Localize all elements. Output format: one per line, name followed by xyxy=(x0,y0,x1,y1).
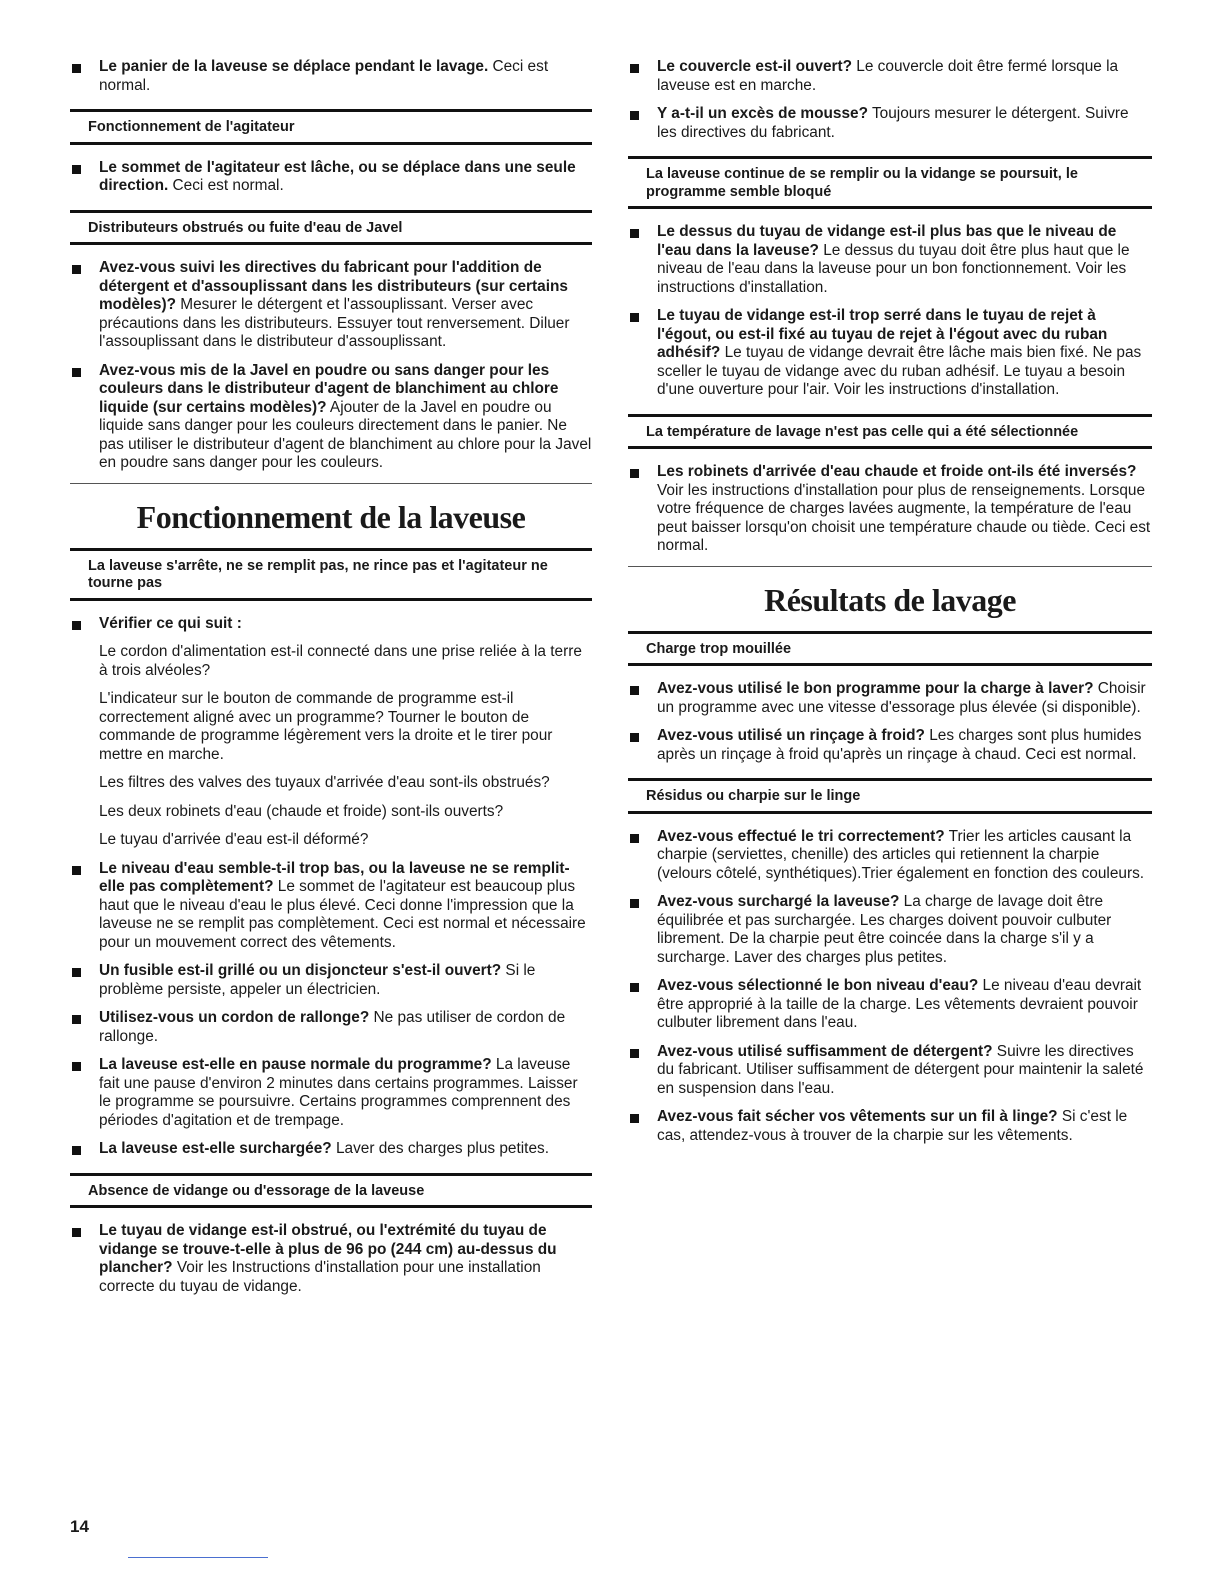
square-bullet-icon xyxy=(72,64,81,73)
list-item: Utilisez-vous un cordon de rallonge? Ne pas utiliser de cordon de rallonge. xyxy=(70,1009,592,1046)
list-item: Avez-vous suivi les directives du fabricant pour l'addition de détergent et d'assouplissant dans les distributeurs (sur certains modèles)? Mesurer le détergent et l'assouplissant. Verser avec précautions dans les distributeurs. Essuyer tout renversement. Diluer l'assouplissant dans le distributeur d'assouplissant. xyxy=(70,259,592,352)
square-bullet-icon xyxy=(630,313,639,322)
square-bullet-icon xyxy=(630,686,639,695)
square-bullet-icon xyxy=(72,866,81,875)
subheading-wet-load: Charge trop mouillée xyxy=(628,631,1152,667)
square-bullet-icon xyxy=(630,469,639,478)
square-bullet-icon xyxy=(630,229,639,238)
square-bullet-icon xyxy=(72,368,81,377)
list-item: Le tuyau de vidange est-il obstrué, ou l'extrémité du tuyau de vidange se trouve-t-elle à plus de 96 po (244 cm) au-dessus du plancher? Voir les Instructions d'installation pour une installation correcte du tuyau de vidange. xyxy=(70,1222,592,1296)
check-paragraph: Les filtres des valves des tuyaux d'arrivée d'eau sont-ils obstrués? xyxy=(99,774,550,791)
page-number: 14 xyxy=(70,1517,89,1536)
square-bullet-icon xyxy=(630,1049,639,1058)
list-item: La laveuse est-elle en pause normale du programme? La laveuse fait une pause d'environ 2 minutes dans certains programmes. Laisser le programme se poursuivre. Certains programmes comprennent des périodes d'agitation et de trempage. xyxy=(70,1056,592,1130)
list-item: Le couvercle est-il ouvert? Le couvercle doit être fermé lorsque la laveuse est en marche. xyxy=(628,58,1152,95)
subheading-dispensers: Distributeurs obstrués ou fuite d'eau de Javel xyxy=(70,210,592,246)
footer-divider xyxy=(128,1557,268,1558)
check-paragraph: Le tuyau d'arrivée d'eau est-il déformé? xyxy=(99,831,369,848)
list-item: Avez-vous utilisé suffisamment de détergent? Suivre les directives du fabricant. Utiliser suffisamment de détergent pour maintenir la saleté en suspension dans l'eau. xyxy=(628,1043,1152,1099)
square-bullet-icon xyxy=(630,733,639,742)
square-bullet-icon xyxy=(630,64,639,73)
list-item: Le sommet de l'agitateur est lâche, ou se déplace dans une seule direction. Ceci est normal. xyxy=(70,159,592,196)
subheading-washer-stops: La laveuse s'arrête, ne se remplit pas, ne rince pas et l'agitateur ne tourne pas xyxy=(70,548,592,601)
square-bullet-icon xyxy=(72,1062,81,1071)
subheading-lint: Résidus ou charpie sur le linge xyxy=(628,778,1152,814)
subheading-agitator: Fonctionnement de l'agitateur xyxy=(70,109,592,145)
list-item: La laveuse est-elle surchargée? Laver des charges plus petites. xyxy=(70,1140,592,1159)
list-item: Le panier de la laveuse se déplace pendant le lavage. Ceci est normal. xyxy=(70,58,592,95)
subheading-refill: La laveuse continue de se remplir ou la vidange se poursuit, le programme semble bloqué xyxy=(628,156,1152,209)
section-title-wash-results: Résultats de lavage xyxy=(628,566,1152,629)
subheading-temperature: La température de lavage n'est pas celle qui a été sélectionnée xyxy=(628,414,1152,450)
list-item: Les robinets d'arrivée d'eau chaude et froide ont-ils été inversés? Voir les instructions d'installation pour plus de renseignements. Lorsque votre fréquence de charges lavées augmente, la température de l'eau peut baisser lorsqu'on choisit une température chaude ou tiède. Ceci est normal. xyxy=(628,463,1152,556)
square-bullet-icon xyxy=(72,1228,81,1237)
square-bullet-icon xyxy=(72,165,81,174)
list-item: Avez-vous sélectionné le bon niveau d'eau? Le niveau d'eau devrait être approprié à la taille de la charge. Les vêtements devraient pouvoir culbuter librement dans l'eau. xyxy=(628,977,1152,1033)
list-item: Le niveau d'eau semble-t-il trop bas, ou la laveuse ne se remplit-elle pas complètement? Le sommet de l'agitateur est beaucoup plus haut que le niveau d'eau le plus élevé. Ceci donne l'impression que la laveuse ne se remplit pas complètement. Ceci est normal et nécessaire pour un mouvement correct des vêtements. xyxy=(70,860,592,953)
list-item: Avez-vous utilisé le bon programme pour la charge à laver? Choisir un programme avec une vitesse d'essorage plus élevée (si disponible). xyxy=(628,680,1152,717)
square-bullet-icon xyxy=(630,983,639,992)
subheading-drain: Absence de vidange ou d'essorage de la laveuse xyxy=(70,1173,592,1209)
square-bullet-icon xyxy=(72,1015,81,1024)
list-item: Avez-vous mis de la Javel en poudre ou sans danger pour les couleurs dans le distributeur d'agent de blanchiment au chlore liquide (sur certains modèles)? Ajouter de la Javel en poudre ou liquide sans danger pour les couleurs directement dans le panier. Ne pas utiliser le distributeur d'agent de blanchiment au chlore pour la Javel en poudre sans danger pour les couleurs. xyxy=(70,362,592,473)
list-item: Avez-vous utilisé un rinçage à froid? Les charges sont plus humides après un rinçage à froid qu'après un rinçage à chaud. Ceci est normal. xyxy=(628,727,1152,764)
list-item: Un fusible est-il grillé ou un disjoncteur s'est-il ouvert? Si le problème persiste, appeler un électricien. xyxy=(70,962,592,999)
check-paragraph: Les deux robinets d'eau (chaude et froide) sont-ils ouverts? xyxy=(99,802,504,820)
square-bullet-icon xyxy=(630,899,639,908)
square-bullet-icon xyxy=(72,1146,81,1155)
section-title-washer-operation: Fonctionnement de la laveuse xyxy=(70,483,592,546)
list-item: Vérifier ce qui suit : xyxy=(70,615,592,634)
square-bullet-icon xyxy=(630,1114,639,1123)
square-bullet-icon xyxy=(72,968,81,977)
square-bullet-icon xyxy=(630,834,639,843)
left-column xyxy=(70,58,592,1306)
check-paragraph: L'indicateur sur le bouton de commande de programme est-il correctement aligné avec un programme? Tourner le bouton de commande de programme légèrement vers la droite et le tirer pour mettre en marche. xyxy=(99,690,553,763)
check-paragraph: Le cordon d'alimentation est-il connecté dans une prise reliée à la terre à trois alvéoles? xyxy=(99,643,582,679)
list-item: Avez-vous surchargé la laveuse? La charge de lavage doit être équilibrée et pas surchargée. Les charges doivent pouvoir culbuter librement. De la charpie peut être coincée dans la charge s'il y a surcharge. Laver des charges plus petites. xyxy=(628,893,1152,967)
list-item: Le dessus du tuyau de vidange est-il plus bas que le niveau de l'eau dans la laveuse? Le dessus du tuyau doit être plus haut que le niveau de l'eau dans la laveuse pour un bon fonctionnement. Voir les instructions d'installation. xyxy=(628,223,1152,297)
list-item: Le tuyau de vidange est-il trop serré dans le tuyau de rejet à l'égout, ou est-il fixé au tuyau de rejet à l'égout avec du ruban adhésif? Le tuyau de vidange devrait être lâche mais bien fixé. Ne pas sceller le tuyau de vidange avec du ruban adhésif. Le tuyau a besoin d'une ouverture pour l'air. Voir les instructions d'installation. xyxy=(628,307,1152,400)
list-item: Y a-t-il un excès de mousse? Toujours mesurer le détergent. Suivre les directives du fabricant. xyxy=(628,105,1152,142)
square-bullet-icon xyxy=(72,265,81,274)
list-item: Avez-vous fait sécher vos vêtements sur un fil à linge? Si c'est le cas, attendez-vous à trouver de la charpie sur les vêtements. xyxy=(628,1108,1152,1145)
square-bullet-icon xyxy=(630,111,639,120)
square-bullet-icon xyxy=(72,621,81,630)
list-item: Avez-vous effectué le tri correctement? Trier les articles causant la charpie (serviettes, chenille) des articles qui retiennent la charpie (velours côtelé, synthétiques).Trier également en fonction des couleurs. xyxy=(628,828,1152,884)
right-column xyxy=(628,58,1152,1155)
